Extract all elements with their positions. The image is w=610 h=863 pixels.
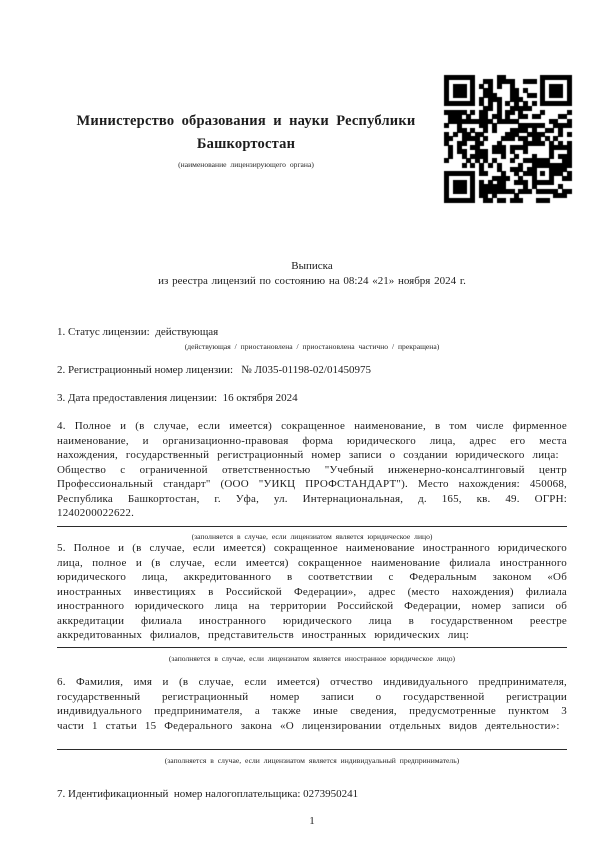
qr-code-image [439, 70, 576, 207]
entrepreneur-blank-line [57, 749, 567, 750]
entrepreneur-label: 6. Фамилия, имя и (в случае, если имеется) отчество индивидуального предпринимателя, государственный регистрационный номер записи о государственной регистрации индивидуального предпринимателя, а также иные сведения, предусмотренные пунктом 3 части 1 статьи 15 Федерального закона «О лицензировании отдельных видов деятельности»: [57, 676, 567, 732]
license-status-label: 1. Статус лицензии: действующая [57, 326, 219, 338]
licensing-authority-name [57, 110, 435, 156]
document-title [57, 259, 567, 289]
legal-entity-value: Общество с ограниченной ответственностью "Учебный инженерно-консалтинговый центр Профессиональный стандарт" (ООО "УИКЦ ПРОФСТАНДАРТ"). Место нахождения: 450068, Республика Башкортостан, г. Уфа, ул. Интернациональная, д. 165, кв. 49. ОГРН: 1240200022622. [57, 463, 567, 527]
legal-entity-label: 4. Полное и (в случае, если имеется) сокращенное наименование, в том числе фирменное наименование, и организационно-правовая форма юридического лица, адрес его места нахождения, государственный регистрационный номер записи о создании юридического лица: [57, 420, 567, 461]
document-title-line2: из реестра лицензий по состоянию на 08:24 «21» ноября 2024 г. [158, 275, 466, 287]
registration-number-label: 2. Регистрационный номер лицензии: № Л035-01198-02/01450975 [57, 364, 371, 376]
legal-entity-caption: (заполняется в случае, если лицензиатом является юридическое лицо) [191, 531, 433, 541]
foreign-entity-label: 5. Полное и (в случае, если имеется) сокращенное наименование иностранного юридического лица, полное и (в случае, если имеется) сокращенное наименование филиала иностранного юридического лица, аккредитованного в соответствии с Федеральным законом «Об иностранных инвестициях в Российской Федерации», адрес (место нахождения) филиала иностранного юридического лица на территории Российской Федерации, номер записи об аккредитации филиала иностранного юридического лица в государственном реестре аккредитованных филиалов, представительств иностранных юридических лиц: [57, 542, 567, 641]
authority-name-line2: Башкортостан [196, 136, 296, 152]
entrepreneur-caption: (заполняется в случае, если лицензиатом является индивидуальный предприниматель) [164, 756, 460, 765]
foreign-entity-caption: (заполняется в случае, если лицензиатом является иностранное юридическое лицо) [168, 653, 456, 663]
foreign-entity-blank-line [57, 647, 567, 648]
item-registration-number [57, 363, 567, 378]
authority-name-line1: Министерство образования и науки Республики [76, 113, 416, 129]
grant-date-label: 3. Дата предоставления лицензии: 16 октября 2024 [57, 392, 298, 404]
item-foreign-entity [57, 541, 567, 666]
document-title-line1: Выписка [291, 260, 333, 272]
item-entrepreneur [57, 675, 567, 769]
item-taxpayer-number [57, 787, 567, 802]
page-number: 1 [309, 815, 315, 827]
authority-caption: (наименование лицензирующего органа) [178, 160, 314, 169]
item-legal-entity [57, 419, 567, 544]
item-license-status [57, 325, 567, 354]
item-grant-date [57, 391, 567, 406]
licensing-authority-block [57, 110, 435, 169]
taxpayer-number-label: 7. Идентификационный номер налогоплательщика: 0273950241 [57, 788, 359, 800]
license-status-caption: (действующая / приостановлена / приостановлена частично / прекращена) [184, 341, 440, 351]
